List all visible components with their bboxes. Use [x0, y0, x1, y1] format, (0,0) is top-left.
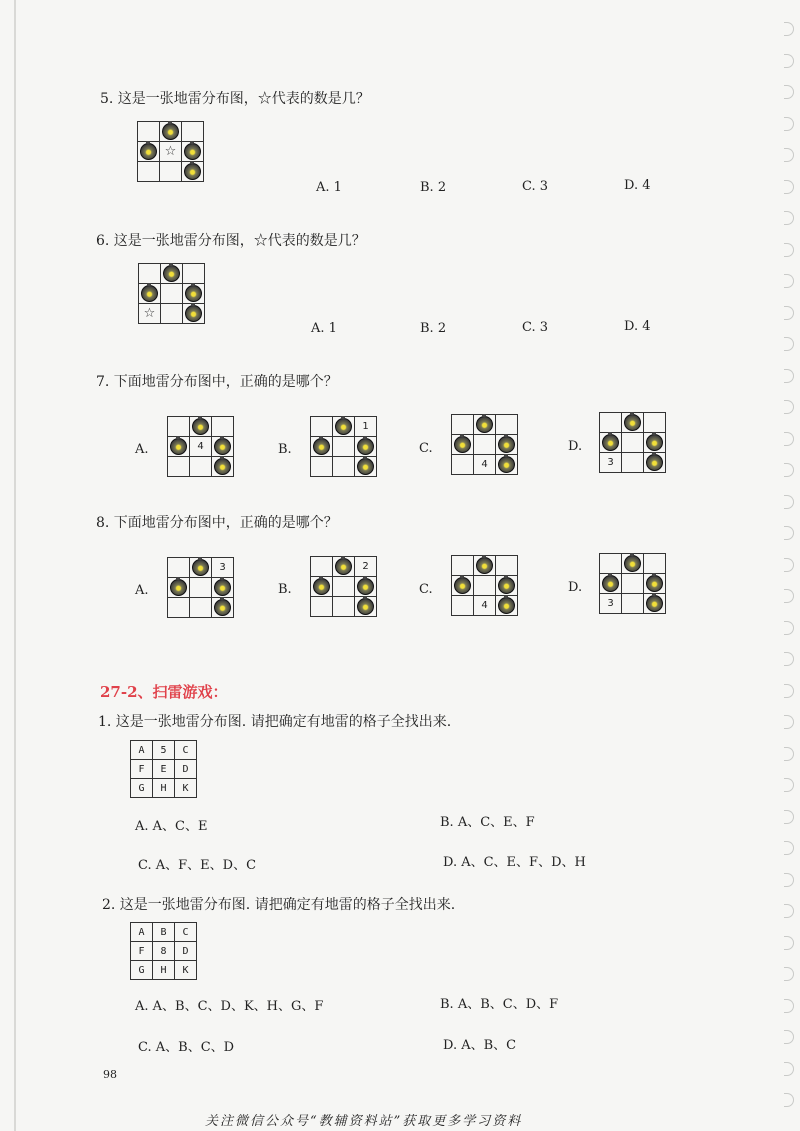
- q8-option-a-grid[interactable]: [167, 557, 234, 618]
- grid-letter-cell: G: [131, 779, 153, 798]
- grid-cell: [190, 558, 212, 578]
- mine-icon: [185, 285, 202, 302]
- grid-cell: [168, 457, 190, 477]
- grid-cell: [161, 264, 183, 284]
- q7-option-a-label[interactable]: A.: [135, 442, 149, 457]
- grid-cell: [355, 457, 377, 477]
- grid-cell: [496, 435, 518, 455]
- s1-option-c[interactable]: C. A、F、E、D、C: [138, 858, 257, 873]
- mine-icon: [454, 436, 471, 453]
- grid-letter-cell: 5: [153, 741, 175, 760]
- grid-cell: [644, 413, 666, 433]
- grid-cell: [168, 558, 190, 578]
- mine-icon: [498, 577, 515, 594]
- mine-icon: [357, 458, 374, 475]
- s1-option-b[interactable]: B. A、C、E、F: [440, 815, 535, 830]
- grid-cell: [452, 596, 474, 616]
- grid-cell: [311, 457, 333, 477]
- mine-icon: [602, 575, 619, 592]
- grid-cell: [333, 557, 355, 577]
- binding-ring: [784, 117, 794, 131]
- binding-ring: [784, 652, 794, 666]
- question-7-text: 7. 下面地雷分布图中，正确的是哪个？: [96, 374, 338, 390]
- mine-icon: [335, 418, 352, 435]
- cell-number: 3: [607, 456, 614, 468]
- mine-icon: [184, 143, 201, 160]
- grid-cell: [311, 437, 333, 457]
- grid-cell: [190, 417, 212, 437]
- grid-cell: [212, 558, 234, 578]
- mine-icon: [646, 575, 663, 592]
- mine-icon: [624, 555, 641, 572]
- grid-cell: [183, 304, 205, 324]
- section-title: 27-2、扫雷游戏：: [100, 683, 228, 701]
- grid-cell: [474, 576, 496, 596]
- grid-cell: [355, 597, 377, 617]
- q8-option-c-label[interactable]: C.: [419, 582, 433, 597]
- q5-option-c[interactable]: C. 3: [522, 179, 549, 194]
- grid-letter-cell: K: [175, 779, 197, 798]
- mine-icon: [498, 597, 515, 614]
- q7-option-c-label[interactable]: C.: [419, 441, 433, 456]
- grid-cell: [160, 162, 182, 182]
- grid-letter-cell: C: [175, 741, 197, 760]
- mine-icon: [214, 438, 231, 455]
- binding-ring: [784, 967, 794, 981]
- mine-icon: [498, 436, 515, 453]
- grid-letter-cell: H: [153, 779, 175, 798]
- binding-ring: [784, 463, 794, 477]
- mine-icon: [140, 143, 157, 160]
- cell-number: 3: [219, 561, 226, 573]
- binding-ring: [784, 1062, 794, 1076]
- s1-question-text: 1. 这是一张地雷分布图. 请把确定有地雷的格子全找出来.: [98, 714, 452, 730]
- question-6-text: 6. 这是一张地雷分布图，☆代表的数是几？: [96, 233, 366, 249]
- grid-cell: [139, 264, 161, 284]
- cell-number: 4: [481, 458, 488, 470]
- q6-option-b[interactable]: B. 2: [420, 321, 447, 336]
- binding-ring: [784, 54, 794, 68]
- grid-cell: [182, 162, 204, 182]
- grid-cell: [161, 304, 183, 324]
- binding-ring: [784, 684, 794, 698]
- q7-option-d-label[interactable]: D.: [568, 439, 583, 454]
- mine-icon: [313, 578, 330, 595]
- grid-letter-cell: G: [131, 961, 153, 980]
- q5-mine-grid: [137, 121, 204, 182]
- grid-cell: [496, 576, 518, 596]
- mine-icon: [214, 599, 231, 616]
- q8-option-b-grid[interactable]: [310, 556, 377, 617]
- grid-cell: [600, 594, 622, 614]
- s1-option-d[interactable]: D. A、C、E、F、D、H: [443, 855, 586, 870]
- binding-ring: [784, 810, 794, 824]
- mine-icon: [313, 438, 330, 455]
- footer-note: 关注微信公众号“教辅资料站”获取更多学习资料: [205, 1114, 523, 1129]
- grid-cell: [622, 554, 644, 574]
- q6-option-c[interactable]: C. 3: [522, 320, 549, 335]
- question-5-text: 5. 这是一张地雷分布图，☆代表的数是几？: [100, 91, 370, 107]
- grid-cell: [138, 122, 160, 142]
- binding-ring: [784, 148, 794, 162]
- q7-option-a-grid[interactable]: [167, 416, 234, 477]
- grid-cell: [622, 453, 644, 473]
- s1-option-a[interactable]: A. A、C、E: [135, 819, 208, 834]
- star-icon: ☆: [164, 144, 177, 159]
- grid-letter-cell: B: [153, 923, 175, 942]
- grid-cell: [212, 598, 234, 618]
- grid-letter-cell: C: [175, 923, 197, 942]
- mine-icon: [357, 438, 374, 455]
- grid-cell: [160, 142, 182, 162]
- grid-cell: [644, 594, 666, 614]
- q7-option-b-label[interactable]: B.: [278, 442, 292, 457]
- binding-ring: [784, 180, 794, 194]
- binding-ring: [784, 715, 794, 729]
- mine-icon: [454, 577, 471, 594]
- grid-cell: [212, 437, 234, 457]
- grid-cell: [496, 415, 518, 435]
- binding-ring: [784, 1093, 794, 1107]
- grid-cell: [190, 578, 212, 598]
- binding-ring: [784, 778, 794, 792]
- grid-cell: [600, 554, 622, 574]
- binding-ring: [784, 747, 794, 761]
- binding-ring: [784, 558, 794, 572]
- grid-cell: [452, 435, 474, 455]
- grid-cell: [168, 578, 190, 598]
- grid-cell: [355, 557, 377, 577]
- grid-cell: [622, 433, 644, 453]
- grid-cell: [644, 453, 666, 473]
- grid-cell: [452, 576, 474, 596]
- grid-cell: [139, 284, 161, 304]
- binding-ring: [784, 432, 794, 446]
- binding-ring: [784, 873, 794, 887]
- binding-ring: [784, 85, 794, 99]
- mine-icon: [192, 559, 209, 576]
- grid-cell: [212, 578, 234, 598]
- grid-letter-cell: K: [175, 961, 197, 980]
- q8-option-b-label[interactable]: B.: [278, 582, 292, 597]
- grid-cell: [160, 122, 182, 142]
- grid-cell: [311, 577, 333, 597]
- grid-cell: [138, 162, 160, 182]
- grid-letter-cell: D: [175, 760, 197, 779]
- grid-cell: [139, 304, 161, 324]
- grid-cell: [622, 594, 644, 614]
- mine-icon: [335, 558, 352, 575]
- q5-option-a[interactable]: A. 1: [316, 180, 342, 195]
- grid-cell: [333, 417, 355, 437]
- mine-icon: [170, 579, 187, 596]
- grid-cell: [355, 577, 377, 597]
- grid-cell: [190, 457, 212, 477]
- mine-icon: [476, 557, 493, 574]
- cell-number: 2: [362, 560, 369, 572]
- mine-icon: [624, 414, 641, 431]
- grid-cell: [496, 455, 518, 475]
- grid-cell: [333, 437, 355, 457]
- binding-ring: [784, 526, 794, 540]
- binding-ring: [784, 369, 794, 383]
- mine-icon: [141, 285, 158, 302]
- grid-cell: [474, 435, 496, 455]
- grid-cell: [333, 457, 355, 477]
- binding-ring: [784, 495, 794, 509]
- binding-ring: [784, 904, 794, 918]
- grid-letter-cell: H: [153, 961, 175, 980]
- binding-ring: [784, 337, 794, 351]
- mine-icon: [646, 434, 663, 451]
- binding-ring: [784, 1030, 794, 1044]
- mine-icon: [646, 595, 663, 612]
- s2-letter-grid: [130, 922, 197, 980]
- s2-option-b[interactable]: B. A、B、C、D、F: [440, 997, 559, 1012]
- q6-option-d[interactable]: D. 4: [624, 319, 651, 334]
- q5-option-b[interactable]: B. 2: [420, 180, 447, 195]
- grid-letter-cell: 8: [153, 942, 175, 961]
- binding-ring: [784, 400, 794, 414]
- q8-option-a-label[interactable]: A.: [135, 583, 149, 598]
- grid-cell: [190, 598, 212, 618]
- s2-question-text: 2. 这是一张地雷分布图. 请把确定有地雷的格子全找出来.: [102, 897, 456, 913]
- page-number: 98: [103, 1068, 117, 1081]
- mine-icon: [185, 305, 202, 322]
- q8-option-d-label[interactable]: D.: [568, 580, 583, 595]
- binding-ring: [784, 936, 794, 950]
- grid-cell: [182, 142, 204, 162]
- mine-icon: [163, 265, 180, 282]
- mine-icon: [184, 163, 201, 180]
- q6-mine-grid: [138, 263, 205, 324]
- grid-cell: [183, 264, 205, 284]
- grid-cell: [600, 574, 622, 594]
- grid-letter-cell: D: [175, 942, 197, 961]
- s2-option-d[interactable]: D. A、B、C: [443, 1038, 517, 1053]
- grid-cell: [311, 417, 333, 437]
- cell-number: 1: [362, 420, 369, 432]
- mine-icon: [602, 434, 619, 451]
- grid-cell: [333, 597, 355, 617]
- mine-icon: [357, 598, 374, 615]
- grid-cell: [355, 417, 377, 437]
- grid-cell: [190, 437, 212, 457]
- binding-ring: [784, 589, 794, 603]
- mine-icon: [192, 418, 209, 435]
- mine-icon: [476, 416, 493, 433]
- grid-cell: [644, 433, 666, 453]
- binding-rings: [772, 0, 800, 1131]
- grid-cell: [600, 413, 622, 433]
- q6-option-a[interactable]: A. 1: [311, 321, 337, 336]
- grid-cell: [161, 284, 183, 304]
- q7-option-b-grid[interactable]: [310, 416, 377, 477]
- grid-cell: [168, 437, 190, 457]
- star-icon: ☆: [143, 306, 156, 321]
- mine-icon: [214, 458, 231, 475]
- mine-icon: [498, 456, 515, 473]
- grid-cell: [474, 556, 496, 576]
- grid-cell: [622, 574, 644, 594]
- grid-cell: [212, 417, 234, 437]
- s1-letter-grid: [130, 740, 197, 798]
- grid-cell: [474, 455, 496, 475]
- grid-letter-cell: A: [131, 741, 153, 760]
- binding-ring: [784, 999, 794, 1013]
- grid-cell: [311, 597, 333, 617]
- mine-icon: [357, 578, 374, 595]
- grid-cell: [474, 415, 496, 435]
- q8-option-c-grid[interactable]: [451, 555, 518, 616]
- grid-cell: [355, 437, 377, 457]
- cell-number: 4: [481, 599, 488, 611]
- binding-ring: [784, 243, 794, 257]
- mine-icon: [170, 438, 187, 455]
- mine-icon: [646, 454, 663, 471]
- binding-ring: [784, 306, 794, 320]
- grid-cell: [311, 557, 333, 577]
- q7-option-d-grid[interactable]: [599, 412, 666, 473]
- grid-cell: [452, 455, 474, 475]
- s2-option-c[interactable]: C. A、B、C、D: [138, 1040, 235, 1055]
- binding-ring: [784, 841, 794, 855]
- grid-cell: [644, 574, 666, 594]
- grid-letter-cell: A: [131, 923, 153, 942]
- binding-ring: [784, 274, 794, 288]
- binding-ring: [784, 22, 794, 36]
- grid-cell: [600, 433, 622, 453]
- mine-icon: [214, 579, 231, 596]
- mine-icon: [162, 123, 179, 140]
- grid-cell: [452, 415, 474, 435]
- grid-cell: [600, 453, 622, 473]
- binding-ring: [784, 621, 794, 635]
- grid-cell: [644, 554, 666, 574]
- q7-option-c-grid[interactable]: [451, 414, 518, 475]
- grid-cell: [496, 596, 518, 616]
- grid-cell: [622, 413, 644, 433]
- grid-cell: [212, 457, 234, 477]
- grid-letter-cell: E: [153, 760, 175, 779]
- s2-option-a[interactable]: A. A、B、C、D、K、H、G、F: [135, 999, 324, 1014]
- grid-cell: [333, 577, 355, 597]
- binding-ring: [784, 211, 794, 225]
- q5-option-d[interactable]: D. 4: [624, 178, 651, 193]
- cell-number: 4: [197, 440, 204, 452]
- page-edge: [14, 0, 16, 1131]
- grid-cell: [182, 122, 204, 142]
- grid-cell: [474, 596, 496, 616]
- grid-cell: [168, 598, 190, 618]
- grid-cell: [496, 556, 518, 576]
- grid-letter-cell: F: [131, 760, 153, 779]
- grid-cell: [452, 556, 474, 576]
- grid-cell: [168, 417, 190, 437]
- q8-option-d-grid[interactable]: [599, 553, 666, 614]
- question-8-text: 8. 下面地雷分布图中，正确的是哪个？: [96, 515, 338, 531]
- grid-letter-cell: F: [131, 942, 153, 961]
- grid-cell: [183, 284, 205, 304]
- cell-number: 3: [607, 597, 614, 609]
- grid-cell: [138, 142, 160, 162]
